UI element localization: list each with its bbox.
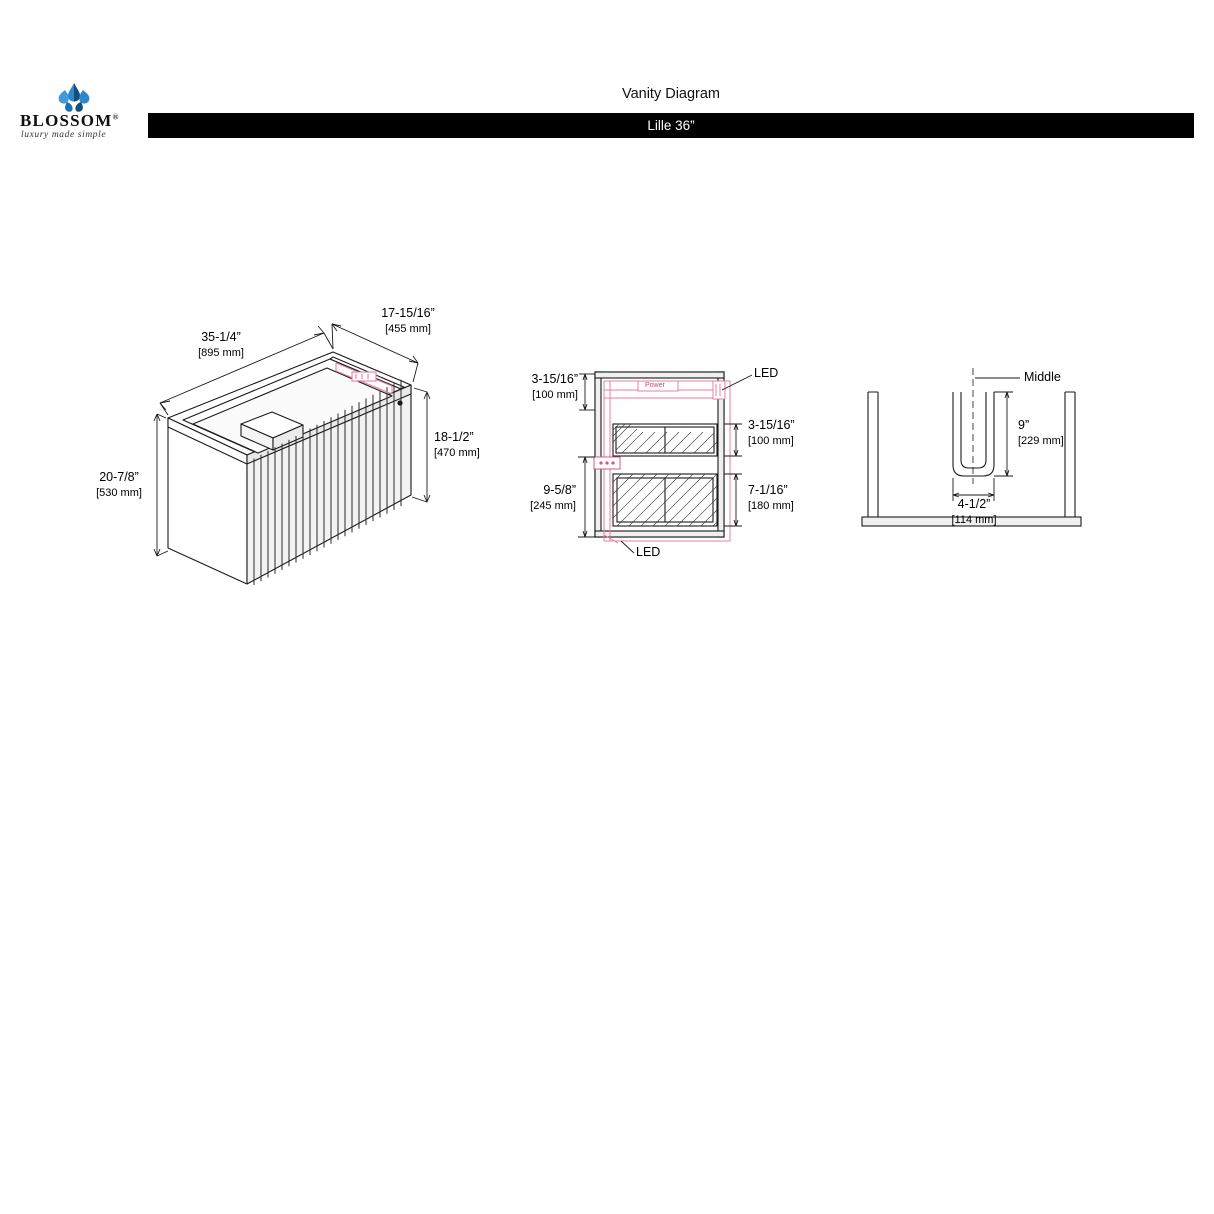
section-notch-width-inches: 4-1/2”	[957, 497, 991, 511]
brand-name-text: BLOSSOM	[20, 111, 113, 130]
iso-total-height-dimension	[80, 470, 158, 500]
section-notch-depth-dimension	[1018, 418, 1064, 448]
section-notch-depth-mm: [229 mm]	[1018, 434, 1064, 447]
iso-connector-dot	[397, 400, 402, 405]
iso-body-height-dimension	[434, 430, 480, 460]
led-label-top: LED	[754, 366, 779, 380]
front-lower-left-inches: 9-5/8”	[543, 483, 576, 497]
iso-total-height-mm: [530 mm]	[96, 486, 142, 499]
middle-label: Middle	[1024, 370, 1061, 384]
front-lower-right-inches: 7-1/16”	[748, 483, 788, 497]
front-lower-left-mm: [245 mm]	[530, 499, 576, 512]
led-label-bottom: LED	[636, 545, 661, 559]
iso-depth-mm: [455 mm]	[385, 322, 431, 335]
front-lower-right-mm: [180 mm]	[748, 499, 794, 512]
front-top-drawer-dimension	[488, 372, 578, 402]
document-title: Vanity Diagram	[621, 86, 721, 102]
iso-body-height-mm: [470 mm]	[434, 446, 480, 459]
iso-width-dimension	[176, 330, 266, 360]
section-notch-width-mm: [114 mm]	[951, 513, 997, 526]
front-upper-inner-dimension	[748, 418, 795, 448]
power-label: Power	[645, 382, 665, 389]
section-notch-depth-inches: 9”	[1018, 418, 1030, 432]
front-section-drawing	[595, 372, 724, 537]
iso-depth-inches: 17-15/16”	[381, 306, 435, 320]
model-title: Lille 36”	[647, 118, 695, 133]
iso-width-mm: [895 mm]	[198, 346, 244, 359]
brand-tagline: luxury made simple	[21, 130, 107, 140]
brand-registered-mark: ®	[112, 112, 120, 122]
front-top-drawer-mm: [100 mm]	[532, 388, 578, 401]
iso-total-height-inches: 20-7/8”	[99, 470, 139, 484]
front-upper-inner-mm: [100 mm]	[748, 434, 794, 447]
iso-depth-dimension	[358, 306, 458, 336]
front-upper-inner-inches: 3-15/16”	[748, 418, 795, 432]
iso-width-inches: 35-1/4”	[201, 330, 241, 344]
section-notch-width-dimension	[928, 497, 1020, 527]
front-lower-left-dimension	[490, 483, 576, 513]
iso-body-height-inches: 18-1/2”	[434, 430, 474, 444]
front-lower-right-dimension	[748, 483, 794, 513]
front-top-drawer-inches: 3-15/16”	[531, 372, 578, 386]
